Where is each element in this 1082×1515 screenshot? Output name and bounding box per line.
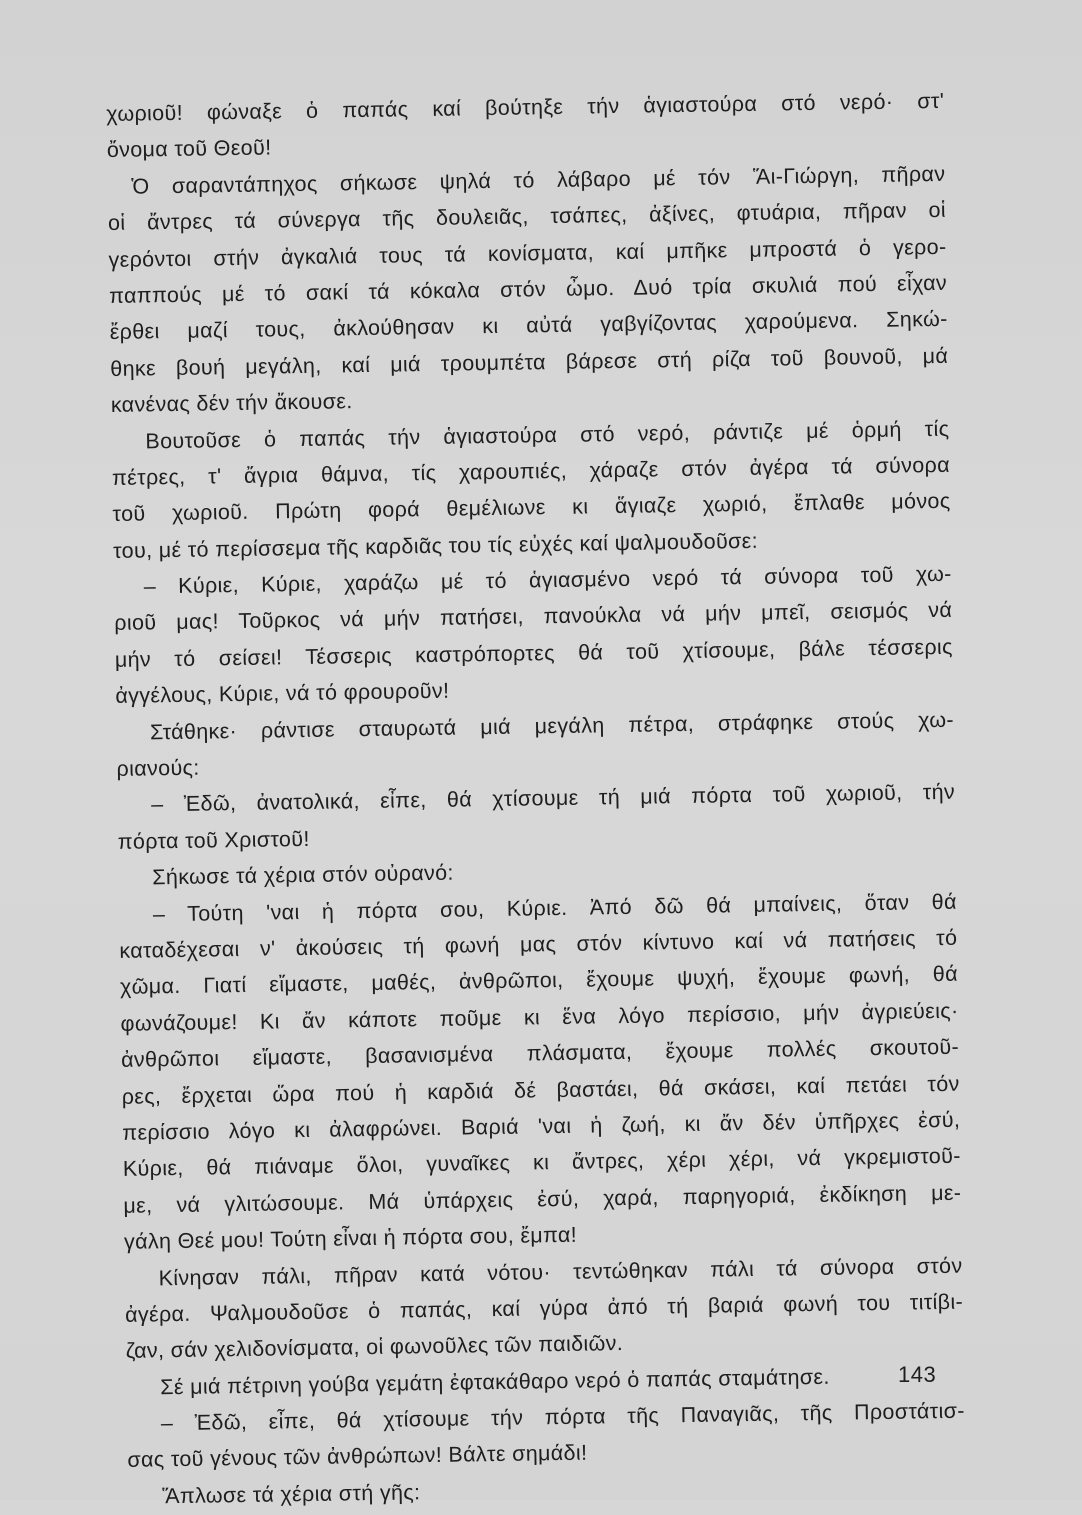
text-line: γάλη Θεέ μου! Τούτη εἶναι ἡ πόρτα σου, ἔμπα! (123, 1222, 578, 1254)
text-line: χωριοῦ! φώναξε ὁ παπάς καί βούτηξε τήν ἁγιαστούρα στό νερό· στ' (106, 88, 945, 126)
text-line: πέτρες, τ' ἄγρια θάμνα, τίς χαρουπιές, χάραζε στόν ἀγέρα τά σύνορα (111, 452, 951, 490)
text-line: ὄνομα τοῦ Θεοῦ! (106, 135, 272, 163)
text-line: – Τούτη 'ναι ἡ πόρτα σου, Κύριε. Ἀπό δῶ θά μπαίνεις, ὅταν θά (152, 889, 957, 926)
text-line: Ἅπλωσε τά χέρια στή γῆς: (161, 1480, 421, 1509)
text-line: περίσσιο λόγο κι ἀλαφρώνει. Βαριά 'ναι ἡ ζωή, κι ἄν δέν ὑπῆρχες ἐσύ, (122, 1107, 961, 1145)
text-line: – Κύριε, Κύριε, χαράζω μέ τό ἁγιασμένο νερό τά σύνορα τοῦ χω- (143, 561, 952, 599)
text-line: κανένας δέν τήν ἄκουσε. (110, 389, 353, 418)
text-line: ρες, ἔρχεται ὥρα πού ἡ καρδιά δέ βαστάει, θά σκάσει, καί πετάει τόν (121, 1071, 960, 1109)
text-line: Κίνησαν πάλι, πῆραν κατά νότου· τεντώθηκαν πάλι τά σύνορα στόν (158, 1253, 963, 1290)
text-line: Βουτοῦσε ὁ παπάς τήν ἁγιαστούρα στό νερό, ράντιζε μέ ὁρμή τίς (145, 416, 950, 453)
text-line: ζαν, σάν χελιδονίσματα, οἱ φωνοῦλες τῶν παιδιῶν. (125, 1331, 624, 1364)
page-number: 143 (898, 1362, 937, 1387)
text-line: πόρτα τοῦ Χριστοῦ! (117, 826, 310, 854)
text-line: ἀγέρα. Ψαλμουδοῦσε ὁ παπάς, καί γύρα ἀπό τή βαριά φωνή του τιτίβι- (124, 1289, 964, 1327)
text-line: – Ἐδῶ, εἶπε, θά χτίσουμε τήν πόρτα τῆς Παναγιᾶς, τῆς Προστάτισ- (160, 1398, 965, 1436)
text-line: ἀνθρῶποι εἴμαστε, βασανισμένα πλάσματα, ἔχουμε πολλές σκουτοῦ- (120, 1034, 960, 1073)
text-line: ριανούς: (116, 755, 200, 781)
text-line: γερόντοι στήν ἀγκαλιά τους τά κονίσματα, καί μπῆκε μπροστά ὁ γερο- (108, 234, 947, 272)
text-line: τοῦ χωριοῦ. Πρώτη φορά θεμέλιωνε κι ἅγιαζε χωριό, ἔπλαθε μόνος (112, 489, 951, 527)
text-line: χῶμα. Γιατί εἴμαστε, μαθές, ἀνθρῶποι, ἔχουμε ψυχή, ἔχουμε φωνή, θά (119, 962, 959, 1000)
text-line: με, νά γλιτώσουμε. Μά ὑπάρχεις ἐσύ, χαρά, παρηγοριά, ἐκδίκηση με- (123, 1180, 962, 1218)
text-line: οἱ ἄντρες τά σύνεργα τῆς δουλειᾶς, τσάπες, ἀξίνες, φτυάρια, πῆραν οἱ (107, 197, 947, 236)
text-line: καταδέχεσαι ν' ἀκούσεις τή φωνή μας στόν κίντυνο καί νά πατήσεις τό (119, 925, 958, 963)
text-line: σας τοῦ γένους τῶν ἀνθρώπων! Βάλτε σημάδι! (127, 1441, 588, 1473)
text-line: Σέ μιά πέτρινη γούβα γεμάτη ἐφτακάθαρο νερό ὁ παπάς σταμάτησε. (160, 1364, 830, 1399)
text-line: ριοῦ μας! Τοῦρκος νά μήν πατήσει, πανούκλα νά μήν μπεῖ, σεισμός νά (114, 598, 953, 636)
text-line: φωνάζουμε! Κι ἄν κάποτε ποῦμε κι ἕνα λόγο περίσσιο, μήν ἀγριεύεις· (120, 998, 959, 1036)
text-line: Κύριε, θά πιάναμε ὅλοι, γυναῖκες κι ἄντρες, χέρι χέρι, νά γκρεμιστοῦ- (122, 1144, 961, 1182)
text-line: παππούς μέ τό σακί τά κόκαλα στόν ὦμο. Δυό τρία σκυλιά πού εἶχαν (108, 270, 948, 308)
text-line: μήν τό σείσει! Τέσσερις καστρόπορτες θά τοῦ χτίσουμε, βάλε τέσσερις (114, 634, 953, 672)
text-line: ἔρθει μαζί τους, ἀκλούθησαν κι αὐτά γαβγίζοντας χαρούμενα. Σηκώ- (109, 307, 948, 345)
text-line: ἀγγέλους, Κύριε, νά τό φρουροῦν! (115, 678, 450, 709)
text-line: του, μέ τό περίσσεμα τῆς καρδιᾶς του τίς εὐχές καί ψαλμουδοῦσε: (112, 528, 759, 563)
text-line: Ὁ σαραντάπηχος σήκωσε ψηλά τό λάβαρο μέ τόν Ἅι-Γιώργη, πῆραν (131, 161, 946, 199)
text-line: Στάθηκε· ράντισε σταυρωτά μιά μεγάλη πέτρα, στράφηκε στούς χω- (149, 707, 955, 745)
body-text (106, 83, 966, 1515)
text-line: – Ἐδῶ, ἀνατολικά, εἶπε, θά χτίσουμε τή μιά πόρτα τοῦ χωριοῦ, τήν (150, 780, 956, 817)
text-line: Σήκωσε τά χέρια στόν οὐρανό: (152, 860, 454, 890)
text-line: θηκε βουή μεγάλη, καί μιά τρουμπέτα βάρεσε στή ρίζα τοῦ βουνοῦ, μά (110, 343, 949, 381)
